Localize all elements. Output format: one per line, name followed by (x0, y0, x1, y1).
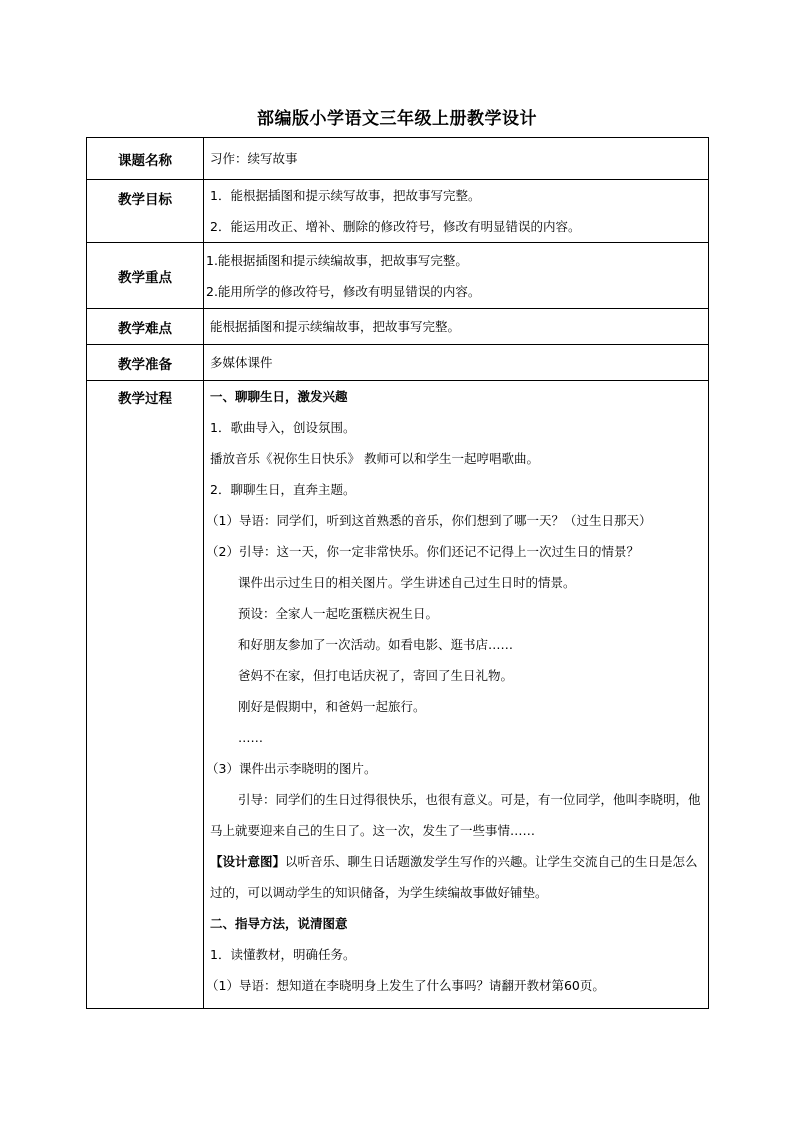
row-content-goals (204, 180, 709, 243)
row-content-process (204, 381, 709, 1009)
table-row (87, 309, 709, 345)
key-item: 1.能根据插图和提示续编故事，把故事写完整。 (206, 252, 468, 268)
row-content-topic (204, 138, 709, 180)
row-label-key: 教学重点 (87, 243, 204, 309)
process-line: 1．读懂教材，明确任务。 (210, 947, 356, 962)
process-line: 课件出示过生日的相关图片。学生讲述自己过生日时的情景。 (238, 575, 576, 590)
document-title: 部编版小学语文三年级上册教学设计 (257, 109, 537, 129)
row-label-difficulty: 教学难点 (87, 309, 204, 345)
process-line: 刚好是假期中，和爸妈一起旅行。 (238, 699, 426, 714)
process-line: 1．歌曲导入，创设氛围。 (210, 420, 356, 435)
table-row (87, 138, 709, 180)
row-label-process: 教学过程 (87, 381, 204, 1009)
table-row (87, 180, 709, 243)
process-line: （3）课件出示李晓明的图片。 (206, 761, 377, 776)
process-line: 播放音乐《祝你生日快乐》 教师可以和学生一起哼唱歌曲。 (210, 451, 539, 466)
key-item: 2.能用所学的修改符号，修改有明显错误的内容。 (206, 283, 481, 299)
row-content-prep (204, 345, 709, 381)
lesson-plan-table (86, 137, 709, 1009)
design-intent-text: 以听音乐、聊生日话题激发学生写作的兴趣。让学生交流自己的生日是怎么过的，可以调动学生的知识储备，为学生续编故事做好铺垫。 (210, 854, 698, 900)
process-line: …… (238, 730, 263, 745)
process-line: 2．聊聊生日，直奔主题。 (210, 482, 356, 497)
row-label-prep: 教学准备 (87, 345, 204, 381)
row-label-goals: 教学目标 (87, 180, 204, 243)
design-intent-paragraph (204, 846, 708, 908)
process-line: 和好朋友参加了一次活动。如看电影、逛书店…… (238, 637, 514, 652)
table-row (87, 381, 709, 1009)
process-line: （2）引导：这一天，你一定非常快乐。你们还记不记得上一次过生日的情景？ (206, 544, 639, 559)
process-line: （1）导语：同学们，听到这首熟悉的音乐，你们想到了哪一天？（过生日那天） (206, 513, 652, 528)
goal-item: 1．能根据插图和提示续写故事，把故事写完整。 (210, 188, 481, 203)
process-line: （1）导语：想知道在李晓明身上发生了什么事吗？请翻开教材第60页。 (206, 978, 605, 993)
topic-text: 习作：续写故事 (210, 151, 298, 166)
process-paragraph: 引导：同学们的生日过得很快乐，也很有意义。可是，有一位同学，他叫李晓明，他马上就要迎来自己的生日了。这一次，发生了一些事情…… (210, 792, 701, 838)
process-line: 爸妈不在家，但打电话庆祝了，寄回了生日礼物。 (238, 668, 514, 683)
row-content-key (204, 243, 709, 309)
design-intent-tag: 【设计意图】 (210, 854, 286, 869)
section-heading: 二、指导方法，说清图意 (210, 916, 348, 931)
process-line: 预设：全家人一起吃蛋糕庆祝生日。 (238, 606, 439, 621)
table-row (87, 243, 709, 309)
table-row (87, 345, 709, 381)
difficulty-text: 能根据插图和提示续编故事，把故事写完整。 (210, 319, 461, 334)
section-heading: 一、聊聊生日，激发兴趣 (210, 389, 348, 404)
row-content-difficulty (204, 309, 709, 345)
prep-text: 多媒体课件 (210, 355, 273, 370)
goal-item: 2．能运用改正、增补、删除的修改符号，修改有明显错误的内容。 (210, 219, 581, 234)
row-label-topic: 课题名称 (87, 138, 204, 180)
